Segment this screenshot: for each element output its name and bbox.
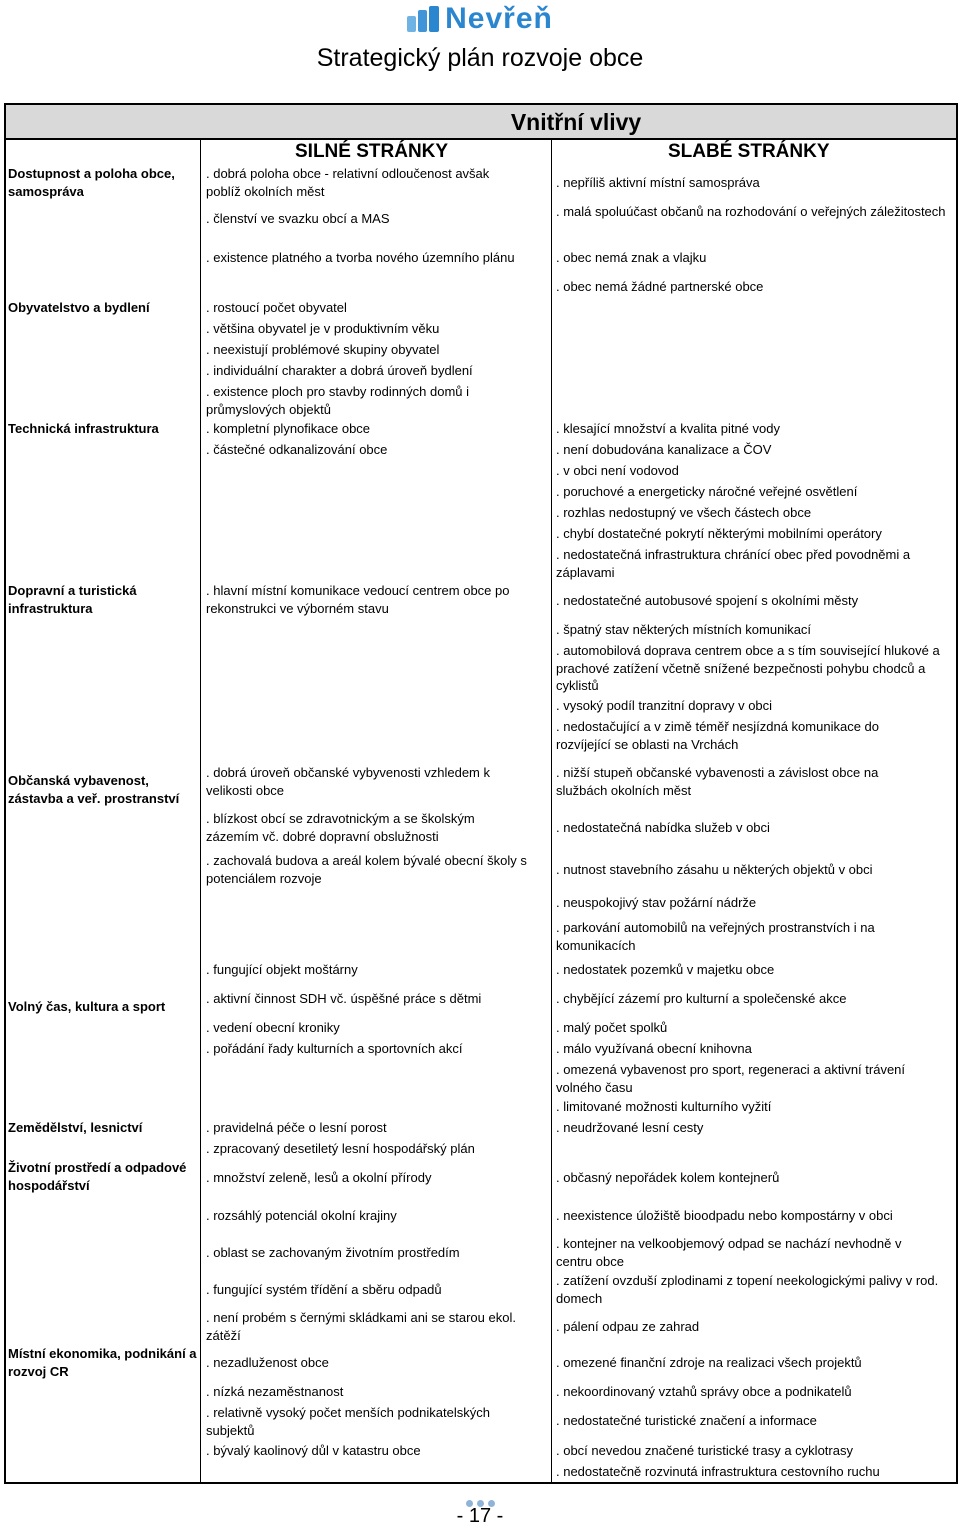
weakness-item: . chybí dostatečné pokrytí některými mobilními operátory [556,526,882,541]
weakness-item: . rozhlas nedostupný ve všech částech obce [556,505,812,520]
strength-item: . nezadluženost obce [206,1355,329,1370]
weakness-item: . neuspokojivý stav požární nádrže [556,895,757,910]
weakness-item: . nedostatečné turistické značení a informace [556,1413,817,1428]
weakness-item: . obec nemá znak a vlajku [556,250,707,265]
strength-item: . množství zeleně, lesů a okolní přírody [206,1170,432,1185]
weakness-item: . malý počet spolků [556,1020,668,1035]
weakness-item: . nedostatečná nabídka služeb v obci [556,820,770,835]
category-label: Technická infrastruktura [8,421,159,436]
strength-item: . bývalý kaolinový důl v katastru obce [206,1443,421,1458]
strength-item: . částečné odkanalizování obce [206,442,388,457]
weakness-item: . malá spoluúčast občanů na rozhodování o veřejných záležitostech [556,204,946,219]
document-title: Strategický plán rozvoje obce [316,44,644,72]
category-label: Místní ekonomika, podnikání a rozvoj CR [8,1346,197,1379]
weakness-item: . nutnost stavebního zásahu u některých objektů v obci [556,862,873,877]
weak-header: SLABÉ STRÁNKY [668,141,830,162]
strength-item: . většina obyvatel je v produktivním věku [206,321,440,336]
strength-item: . členství ve svazku obcí a MAS [206,211,390,226]
strength-item: . existence platného a tvorba nového územního plánu [206,250,515,265]
strength-item: . aktivní činnost SDH vč. úspěšné práce s dětmi [206,991,482,1006]
logo-mark-icon [407,6,441,32]
weakness-item: . nedostatek pozemků v majetku obce [556,962,775,977]
weakness-item: . zatížení ovzduší zplodinami z topení neekologickými palivy v rod. domech [556,1273,939,1306]
weakness-item: . pálení odpau ze zahrad [556,1319,700,1334]
strength-item: . není probém s černými skládkami ani se starou ekol. zátěží [206,1310,516,1343]
weakness-item: . obec nemá žádné partnerské obce [556,279,764,294]
strength-item: . dobrá poloha obce - relativní odloučenost avšak poblíž okolních měst [206,166,490,199]
weakness-item: . nedostatečně rozvinutá infrastruktura cestovního ruchu [556,1464,880,1479]
strength-item: . relativně vysoký počet menších podnikatelských subjektů [206,1405,490,1438]
weakness-item: . není dobudována kanalizace a ČOV [556,442,772,457]
strength-item: . neexistují problémové skupiny obyvatel [206,342,440,357]
strength-item: . oblast se zachovaným životním prostředím [206,1245,460,1260]
category-label: Dopravní a turistická infrastruktura [8,583,137,616]
strength-item: . fungující systém třídění a sběru odpadů [206,1282,442,1297]
weakness-item: . limitované možnosti kulturního vyžití [556,1099,772,1114]
category-label: Volný čas, kultura a sport [8,999,166,1014]
weakness-item: . neudržované lesní cesty [556,1120,704,1135]
strength-item: . individuální charakter a dobrá úroveň bydlení [206,363,473,378]
column-divider [200,140,201,1484]
weakness-item: . občasný nepořádek kolem kontejnerů [556,1170,780,1185]
strength-item: . kompletní plynofikace obce [206,421,371,436]
category-label: Občanská vybavenost, zástavba a veř. prostranství [8,773,180,806]
strength-item: . hlavní místní komunikace vedoucí centrem obce po rekonstrukci ve výborném stavu [206,583,510,616]
weakness-item: . omezená vybavenost pro sport, regeneraci a aktivní trávení volného času [556,1062,906,1095]
weakness-item: . kontejner na velkoobjemový odpad se nachází nevhodně v centru obce [556,1236,902,1269]
strength-item: . vedení obecní kroniky [206,1020,340,1035]
category-label: Zemědělství, lesnictví [8,1120,143,1135]
strength-item: . rostoucí počet obyvatel [206,300,347,315]
weakness-item: . nedostatečná infrastruktura chránící obec před povodněmi a záplavami [556,547,911,580]
strength-item: . fungující objekt moštárny [206,962,358,977]
weakness-item: . parkování automobilů na veřejných prostranstvích i na komunikacích [556,920,875,953]
weakness-item: . nedostatečné autobusové spojení s okolními městy [556,593,859,608]
strong-header: SILNÉ STRÁNKY [295,141,449,162]
weakness-item: . nižší stupeň občanské vybavenosti a závislost obce na službách okolních měst [556,765,879,798]
strength-item: . rozsáhlý potenciál okolní krajiny [206,1208,397,1223]
weakness-item: . málo využívaná obecní knihovna [556,1041,752,1056]
weakness-item: . poruchové a energeticky náročné veřejné osvětlení [556,484,858,499]
column-divider [551,140,552,1484]
category-label: Životní prostředí a odpadové hospodářství [8,1160,187,1193]
weakness-item: . automobilová doprava centrem obce a s tím související hlukové a prachové zatížení včetně snížené bezpečnosti pohybu chodců a cyklistů [556,643,940,693]
category-label: Dostupnost a poloha obce, samospráva [8,166,175,199]
weakness-item: . klesající množství a kvalita pitné vody [556,421,780,436]
logo-text: Nevřeň [445,2,553,35]
weakness-item: . nekoordinovaný vztahů správy obce a podnikatelů [556,1384,852,1399]
strength-item: . blízkost obcí se zdravotnickým a se školským zázemím vč. dobré dopravní obslužnosti [206,811,475,844]
weakness-item: . neexistence úložiště bioodpadu nebo kompostárny v obci [556,1208,893,1223]
weakness-item: . v obci není vodovod [556,463,679,478]
weakness-item: . obcí nevedou značené turistické trasy a cyklotrasy [556,1443,853,1458]
weakness-item: . vysoký podíl tranzitní dopravy v obci [556,698,773,713]
strength-item: . pravidelná péče o lesní porost [206,1120,387,1135]
category-label: Obyvatelstvo a bydlení [8,300,150,315]
logo [0,2,960,36]
page-number: - 17 - [456,1505,504,1527]
strength-item: . pořádání řady kulturních a sportovních akcí [206,1041,463,1056]
weakness-item: . chybějící zázemí pro kulturní a společenské akce [556,991,847,1006]
weakness-item: . špatný stav některých místních komunikací [556,622,812,637]
strength-item: . nízká nezaměstnanost [206,1384,344,1399]
weakness-item: . omezené finanční zdroje na realizaci všech projektů [556,1355,862,1370]
strength-item: . existence ploch pro stavby rodinných domů i průmyslových objektů [206,384,470,417]
weakness-item: . nedostačující a v zimě téměř nesjízdná komunikace do rozvíjející se oblasti na Vrchách [556,719,879,752]
weakness-item: . nepříliš aktivní místní samospráva [556,175,760,190]
strength-item: . zachovalá budova a areál kolem bývalé obecní školy s potenciálem rozvoje [206,853,527,886]
strength-item: . zpracovaný desetiletý lesní hospodářský plán [206,1141,475,1156]
table-title: Vnitřní vlivy [510,109,642,135]
strength-item: . dobrá úroveň občanské vybyvenosti vzhledem k velikosti obce [206,765,490,798]
